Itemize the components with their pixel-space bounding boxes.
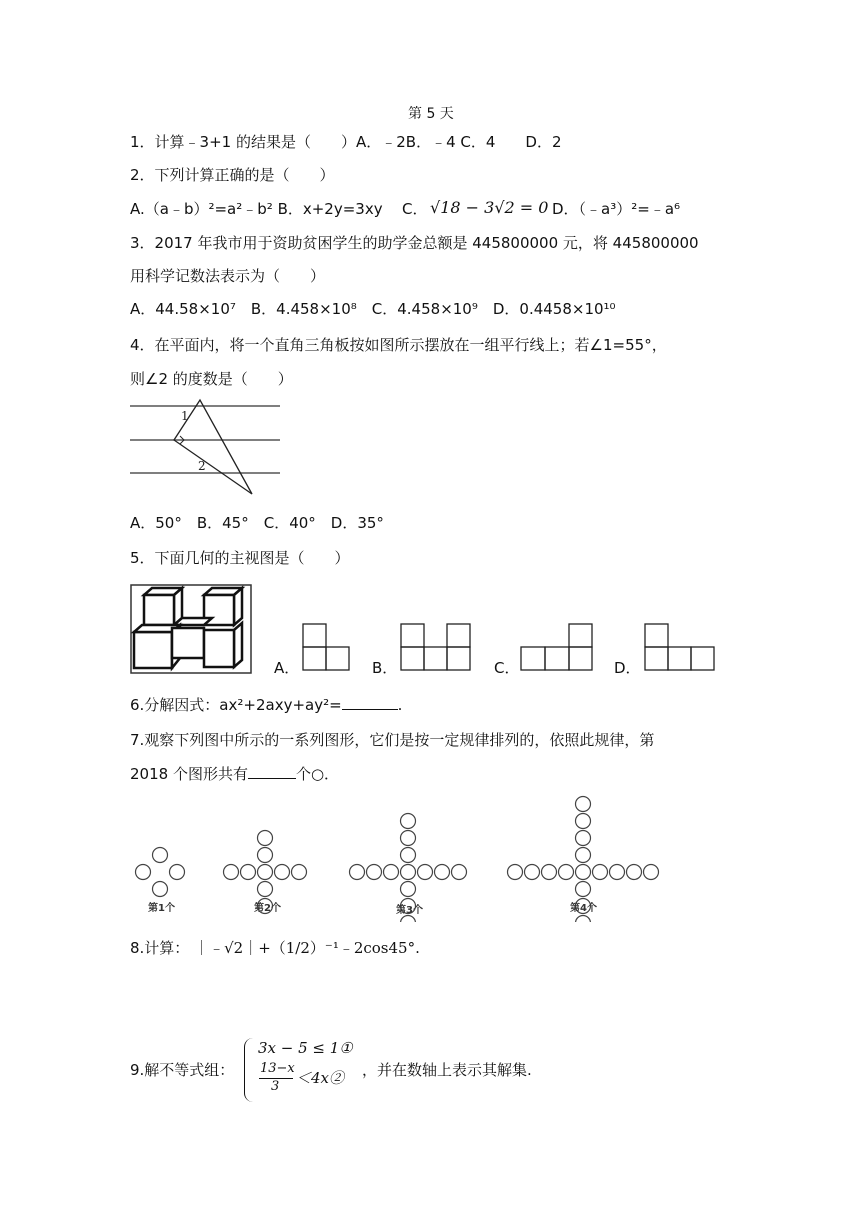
question-7-line2-post: 个○．	[295, 765, 340, 783]
question-8-label: 8.计算：	[130, 939, 190, 957]
inequality-system	[244, 1036, 364, 1106]
circle-pattern-figure	[128, 792, 668, 922]
pattern-circle	[542, 865, 557, 880]
pattern-circle	[292, 865, 307, 880]
question-9-post: ，并在数轴上表示其解集.	[362, 1061, 532, 1079]
question-8	[130, 938, 420, 958]
angle-1-label: 1	[181, 409, 189, 423]
question-7-line2	[130, 764, 339, 784]
pattern-circle	[258, 882, 273, 897]
pattern-circle	[576, 797, 591, 812]
question-2-option-c-label: C．	[402, 200, 428, 218]
question-1: 1．计算﹣3+1 的结果是（ ）A．﹣2B．﹣4 C．4 D．2	[130, 133, 562, 151]
question-4-options: A．50° B．45° C．40° D．35°	[130, 514, 384, 532]
question-6-text: 6.分解因式：ax²+2axy+ay²=	[130, 696, 342, 714]
pattern-circle	[508, 865, 523, 880]
pattern-circle	[170, 865, 185, 880]
pattern-circle	[401, 814, 416, 829]
question-5-option-c-label: C．	[494, 659, 520, 677]
question-8-expression: ｜﹣√2｜+（1/2）⁻¹﹣2cos45°.	[194, 939, 420, 957]
question-4-line2: 则∠2 的度数是（ ）	[130, 370, 293, 388]
question-6-end: .	[397, 696, 403, 714]
question-5-option-a-label: A．	[274, 659, 300, 677]
question-3-line2: 用科学记数法表示为（ ）	[130, 267, 326, 285]
pattern-circle	[576, 916, 591, 923]
caption-3: 第3个	[396, 905, 423, 916]
pattern-circle	[153, 882, 168, 897]
pattern-circle	[350, 865, 365, 880]
pattern-circle	[435, 865, 450, 880]
cube-stack-figure	[130, 584, 252, 674]
brace	[244, 1038, 253, 1102]
question-5-option-a-figure	[302, 622, 354, 674]
pattern-circle	[224, 865, 239, 880]
pattern-circle	[576, 831, 591, 846]
question-5-option-b-label: B．	[372, 659, 398, 677]
question-5-option-d-label: D．	[614, 659, 641, 677]
pattern-circle	[559, 865, 574, 880]
inequality-2-denominator: 3	[271, 1079, 280, 1094]
pattern-circle	[258, 865, 273, 880]
pattern-circle	[367, 865, 382, 880]
pattern-circle	[275, 865, 290, 880]
question-6	[130, 695, 402, 715]
pattern-circle	[576, 882, 591, 897]
caption-4: 第4个	[570, 903, 597, 914]
pattern-circle	[384, 865, 399, 880]
pattern-circle	[576, 865, 591, 880]
inequality-2-numerator: 13−x	[260, 1061, 295, 1076]
pattern-circle	[525, 865, 540, 880]
pattern-circle	[401, 882, 416, 897]
question-2-option-c-math: √18 − 3√2 = 0	[430, 198, 549, 217]
pattern-circle	[401, 831, 416, 846]
pattern-circle	[258, 831, 273, 846]
pattern-circle	[452, 865, 467, 880]
parallel-lines-triangle-figure	[128, 396, 288, 506]
question-4-line1: 4．在平面内，将一个直角三角板按如图所示摆放在一组平行线上；若∠1=55°，	[130, 336, 667, 354]
inequality-1: 3x − 5 ≤ 1①	[258, 1039, 353, 1057]
pattern-circle	[644, 865, 659, 880]
pattern-circle	[241, 865, 256, 880]
angle-2-label: 2	[198, 459, 206, 473]
question-3-options: A．44.58×10⁷ B．4.458×10⁸ C．4.458×10⁹ D．0.4458×10¹⁰	[130, 300, 616, 318]
question-9-label: 9.解不等式组：	[130, 1061, 235, 1079]
pattern-circle	[610, 865, 625, 880]
pattern-circle	[593, 865, 608, 880]
pattern-circle	[401, 916, 416, 923]
pattern-circle	[418, 865, 433, 880]
inequality-2-rest: ＜4x②	[296, 1069, 345, 1087]
pattern-circle	[576, 814, 591, 829]
page-title: 第 5 天	[408, 106, 454, 122]
question-7-line2-pre: 2018 个图形共有	[130, 765, 248, 783]
question-5-option-d-figure	[644, 622, 720, 674]
pattern-circle	[153, 848, 168, 863]
caption-1: 第1个	[148, 903, 175, 914]
answer-blank	[248, 764, 296, 779]
question-2-stem: 2．下列计算正确的是（ ）	[130, 166, 335, 184]
pattern-circle	[401, 865, 416, 880]
question-5-stem: 5．下面几何的主视图是（ ）	[130, 549, 350, 567]
pattern-circle	[258, 848, 273, 863]
pattern-circle	[136, 865, 151, 880]
question-3-line1: 3．2017 年我市用于资助贫困学生的助学金总额是 445800000 元，将 445800000	[130, 234, 699, 252]
caption-2: 第2个	[254, 903, 281, 914]
pattern-circle	[627, 865, 642, 880]
answer-blank	[342, 695, 398, 710]
question-2-option-d: D．（﹣a³）²=﹣a⁶	[552, 200, 681, 218]
question-2-option-a-b: A.（a﹣b）²=a²﹣b² B．x+2y=3xy	[130, 200, 383, 218]
question-7-line1: 7.观察下列图中所示的一系列图形，它们是按一定规律排列的，依照此规律，第	[130, 731, 655, 749]
question-5-option-b-figure	[400, 622, 474, 674]
pattern-circle	[576, 848, 591, 863]
pattern-circle	[401, 848, 416, 863]
question-5-option-c-figure	[520, 622, 596, 674]
